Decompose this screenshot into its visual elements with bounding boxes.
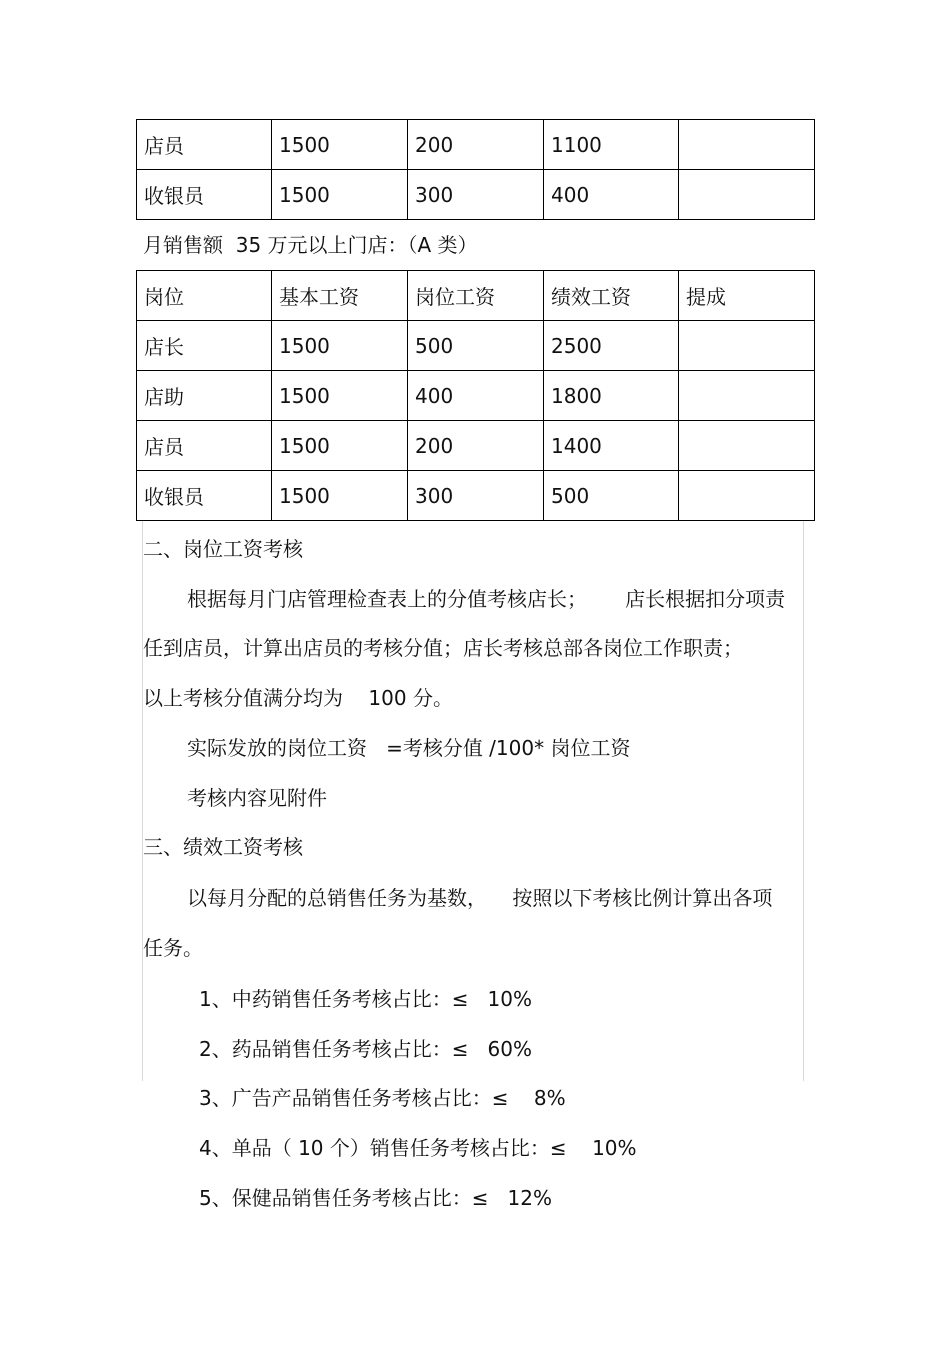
section-3-intro-line-1: 以每月分配的总销售任务为基数， 按照以下考核比例计算出各项: [187, 886, 773, 910]
cell-position: 店长: [137, 321, 272, 371]
cell-performance-salary: 1400: [544, 421, 679, 471]
header-base-salary: 基本工资: [272, 271, 408, 321]
cell-base-salary: 1500: [272, 371, 408, 421]
cell-performance-salary: 1800: [544, 371, 679, 421]
cell-base-salary: 1500: [272, 120, 408, 170]
section-2-para-line-1: 根据每月门店管理检查表上的分值考核店长； 店长根据扣分项责: [187, 587, 786, 611]
section-2-attachment-note: 考核内容见附件: [187, 786, 327, 810]
cell-position: 店员: [137, 421, 272, 471]
list-item: 2、药品销售任务考核占比：≤ 60%: [199, 1037, 533, 1061]
cell-position: 收银员: [137, 170, 272, 220]
right-margin-line: [803, 521, 804, 1081]
cell-performance-salary: 400: [544, 170, 679, 220]
cell-commission: [679, 421, 815, 471]
section-2-para-line-3: 以上考核分值满分均为 100 分。: [143, 686, 453, 710]
cell-commission: [679, 371, 815, 421]
salary-table-continued: [136, 119, 815, 220]
cell-position-salary: 300: [408, 170, 544, 220]
cell-performance-salary: 500: [544, 471, 679, 521]
list-item: 1、中药销售任务考核占比：≤ 10%: [199, 987, 533, 1011]
cell-base-salary: 1500: [272, 170, 408, 220]
cell-position-salary: 300: [408, 471, 544, 521]
cell-position-salary: 400: [408, 371, 544, 421]
cell-performance-salary: 1100: [544, 120, 679, 170]
cell-performance-salary: 2500: [544, 321, 679, 371]
cell-position-salary: 500: [408, 321, 544, 371]
cell-position: 收银员: [137, 471, 272, 521]
section-3-intro-line-2: 任务。: [143, 936, 203, 960]
table-row: [137, 421, 815, 471]
list-item: 5、保健品销售任务考核占比：≤ 12%: [199, 1186, 553, 1210]
salary-table-a: [136, 270, 815, 521]
header-performance-salary: 绩效工资: [544, 271, 679, 321]
cell-base-salary: 1500: [272, 321, 408, 371]
cell-position-salary: 200: [408, 421, 544, 471]
cell-position: 店助: [137, 371, 272, 421]
section-a-caption: 月销售额 35 万元以上门店：（A 类）: [143, 233, 478, 257]
section-2-formula: 实际发放的岗位工资 =考核分值 /100* 岗位工资: [187, 736, 631, 760]
table-row: [137, 120, 815, 170]
cell-commission: [679, 471, 815, 521]
table-row: [137, 371, 815, 421]
table-header-row: [137, 271, 815, 321]
list-item: 3、广告产品销售任务考核占比：≤ 8%: [199, 1086, 566, 1110]
header-position-salary: 岗位工资: [408, 271, 544, 321]
header-position: 岗位: [137, 271, 272, 321]
cell-base-salary: 1500: [272, 421, 408, 471]
section-2-heading: 二、岗位工资考核: [143, 537, 303, 561]
section-2-para-line-2: 任到店员，计算出店员的考核分值；店长考核总部各岗位工作职责；: [143, 636, 743, 660]
list-item: 4、单品（ 10 个）销售任务考核占比：≤ 10%: [199, 1136, 637, 1160]
cell-commission: [679, 120, 815, 170]
table-row: [137, 170, 815, 220]
cell-commission: [679, 321, 815, 371]
table-row: [137, 321, 815, 371]
cell-position-salary: 200: [408, 120, 544, 170]
cell-position: 店员: [137, 120, 272, 170]
cell-base-salary: 1500: [272, 471, 408, 521]
left-margin-line: [142, 521, 143, 1081]
header-commission: 提成: [679, 271, 815, 321]
table-row: [137, 471, 815, 521]
section-3-heading: 三、绩效工资考核: [143, 835, 303, 859]
cell-commission: [679, 170, 815, 220]
